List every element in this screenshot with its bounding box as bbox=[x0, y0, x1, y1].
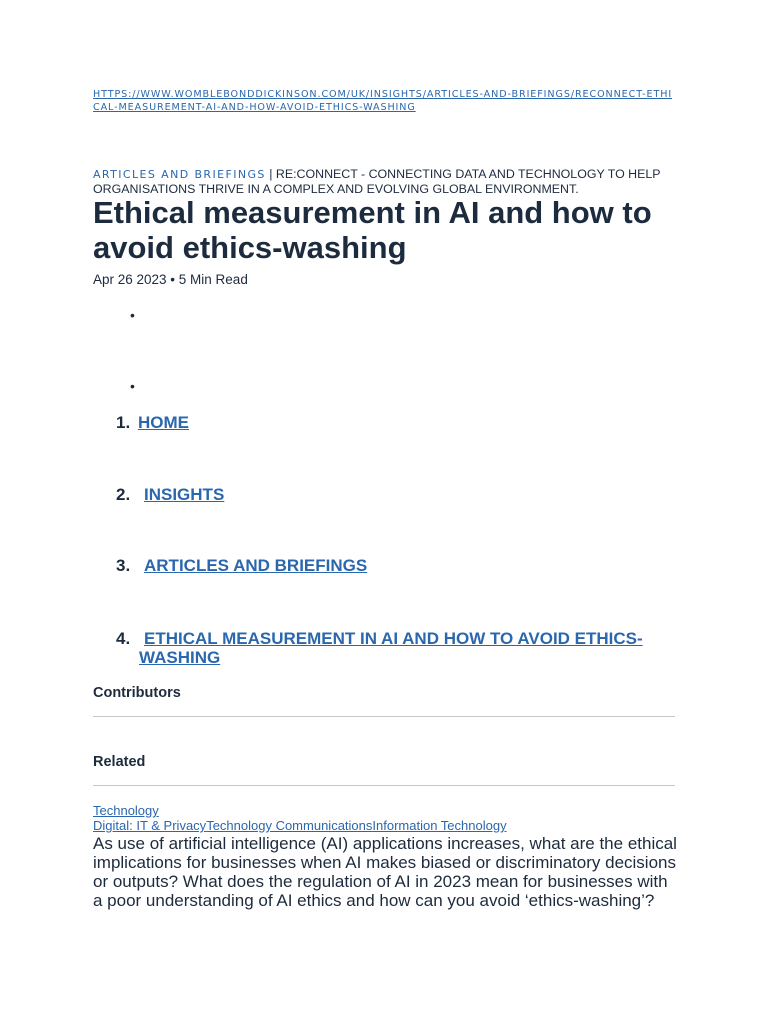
page-title: Ethical measurement in AI and how to avoid ethics-washing bbox=[93, 195, 652, 265]
divider bbox=[93, 716, 675, 717]
divider bbox=[93, 785, 675, 786]
related-tag-information-technology[interactable]: Information Technology bbox=[372, 818, 507, 833]
category-line bbox=[93, 167, 673, 196]
category-link[interactable]: ARTICLES AND BRIEFINGS bbox=[93, 168, 266, 181]
related-tag-technology[interactable]: Technology bbox=[93, 803, 159, 818]
source-url-link[interactable]: HTTPS://WWW.WOMBLEBONDDICKINSON.COM/UK/INSIGHTS/ARTICLES-AND-BRIEFINGS/RECONNECT-ETHICAL-MEASUREMENT-AI-AND-HOW-AVOID-ETHICS-WASHING bbox=[93, 89, 673, 113]
series-description: RE:CONNECT - CONNECTING DATA AND TECHNOLOGY TO HELP ORGANISATIONS THRIVE IN A COMPLEX AND EVOLVING GLOBAL ENVIRONMENT. bbox=[93, 167, 661, 196]
breadcrumb-item-articles bbox=[116, 556, 367, 576]
breadcrumb-number: 1. bbox=[116, 413, 131, 432]
breadcrumb-item-current bbox=[116, 629, 699, 667]
breadcrumb-link-articles[interactable]: ARTICLES AND BRIEFINGS bbox=[144, 556, 368, 575]
article-meta: Apr 26 2023 • 5 Min Read bbox=[93, 272, 248, 287]
contributors-heading: Contributors bbox=[93, 685, 181, 701]
related-tag-technology-communications[interactable]: Technology Communications bbox=[206, 818, 373, 833]
breadcrumb-item-home bbox=[116, 413, 189, 433]
related-tag-digital-it-privacy[interactable]: Digital: IT & Privacy bbox=[93, 818, 207, 833]
breadcrumb-link-insights[interactable]: INSIGHTS bbox=[144, 485, 225, 504]
breadcrumb-item-insights bbox=[116, 485, 224, 505]
breadcrumb-link-current[interactable]: ETHICAL MEASUREMENT IN AI AND HOW TO AVOID ETHICS-WASHING bbox=[139, 629, 643, 667]
empty-list-bullet: • bbox=[130, 307, 135, 323]
breadcrumb-number: 2. bbox=[116, 485, 131, 504]
related-heading: Related bbox=[93, 754, 146, 770]
breadcrumb-link-home[interactable]: HOME bbox=[138, 413, 189, 432]
article-intro: As use of artificial intelligence (AI) applications increases, what are the ethical implications for businesses when AI makes biased or discriminatory decisions or outputs? What does the regulation of AI in 2023 mean for businesses with a poor understanding of AI ethics and how can you avoid ‘ethics-washing’? bbox=[93, 834, 677, 910]
breadcrumb-number: 4. bbox=[116, 629, 131, 648]
category-separator: | bbox=[265, 167, 276, 181]
breadcrumb-number: 3. bbox=[116, 556, 131, 575]
related-tags-row bbox=[93, 818, 507, 833]
empty-list-bullet: • bbox=[130, 378, 135, 394]
